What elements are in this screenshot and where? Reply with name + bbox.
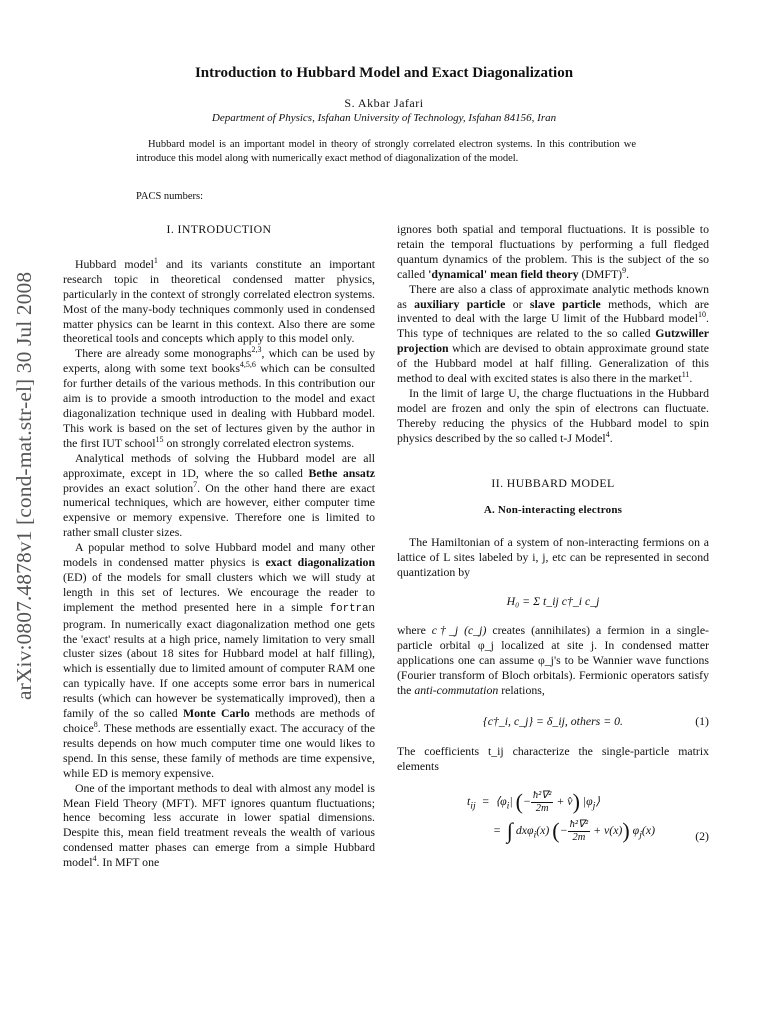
equation-2-line2: = ∫ dxφ$_i$(x) (− $\frac{\text{ħ²∇²}}{2m}$ + v(x)) $\varphi_j(x)$ (2) bbox=[493, 818, 709, 844]
paragraph: The coefficients t_ij characterize the single-particle matrix elements bbox=[397, 744, 709, 774]
pacs-numbers: PACS numbers: bbox=[136, 191, 204, 202]
equation-number: (2) bbox=[695, 829, 709, 844]
equation-h0 bbox=[397, 594, 709, 609]
abstract: Hubbard model is an important model in theory of strongly correlated electron systems. In this contribution we introduce this model along with numerically exact method of diagonalization of the model. bbox=[136, 139, 636, 164]
paragraph: There are already some monographs$^{2,3}$, which can be used by experts, along with some text books$^{4,5,6}$ which can be consulted for further details of the various methods. In this contribution our aim is to provide a smooth introduction to the model and exact diagonalization technique used in dealing with Hubbard model. This work is based on the set of lectures given by the author in the first IUT school$^{15}$ on strongly correlated electron systems. bbox=[63, 345, 375, 450]
paragraph: In the limit of large U, the charge fluctuations in the Hubbard model are frozen and only the spin of electrons can fluctuate. Thereby reducing the physics of the Hubbard model to spin physics described by the so called t-J Model$^4$. bbox=[397, 385, 709, 445]
paragraph: ignores both spatial and temporal fluctuations. It is possible to retain the temporal fluctuations by performing a full fledged quantum dynamics of the problem. This is the subject of the so called 'dynamical' mean field theory (DMFT)$^9$. bbox=[397, 222, 709, 281]
subsection-heading-non-interacting: A. Non-interacting electrons bbox=[483, 503, 623, 516]
equation-h0-text: H₀ = Σ t_ij c†_i c_j bbox=[506, 594, 600, 609]
arxiv-identifier: arXiv:0807.4878v1 [cond-mat.str-el] 30 Jul 2008 bbox=[12, 271, 36, 700]
author-affiliation: Department of Physics, Isfahan University of Technology, Isfahan 84156, Iran bbox=[211, 112, 557, 124]
paper-title: Introduction to Hubbard Model and Exact Diagonalization bbox=[194, 65, 574, 81]
paragraph: Analytical methods of solving the Hubbard model are all approximate, except in 1D, where the so called Bethe ansatz provides an exact solution$^7$. On the other hand there are exact numerical techniques, which are however, either computer time expensive or memory expensive. Therefore one is limited to rather small cluster sizes. bbox=[63, 450, 375, 540]
equation-2-line1: $t_{ij}$ = $⟨\varphi_i|$ (− $\frac{\text{ħ²∇²}}{2m}$ + v̂) $|\varphi_j⟩$ bbox=[467, 789, 600, 815]
equation-1-text: {c†_i, c_j} = δ_ij, others = 0. bbox=[483, 713, 623, 728]
equation-1 bbox=[397, 714, 709, 729]
paragraph: Hubbard model$^1$ and its variants constitute an important research topic in theoretical condensed matter physics, particularly in the context of strongly correlated electron systems. Most of the many-body techniques commonly used in condensed matter physics can be learnt in this context. Also there are some theoretical tools and concepts which apply to this model only. bbox=[63, 255, 375, 346]
paragraph: where c†_j (c_j) creates (annihilates) a fermion in a single-particle orbital φ_j localized at site j. In condensed matter applications one can assume φ_j's to be Wannier wave functions (Fourier transform of Bloch orbitals). Fermionic operators satisfy the anti-commutation relations, bbox=[397, 623, 709, 697]
equation-number: (1) bbox=[695, 713, 709, 728]
paragraph: The Hamiltonian of a system of non-interacting fermions on a lattice of L sites labeled by i, j, etc can be represented in second quantization by bbox=[397, 535, 709, 580]
paragraph: A popular method to solve Hubbard model and many other models in condensed matter physics is exact diagonalization (ED) of the models for small clusters which we will study at length in this set of lectures. We encourage the reader to implement the method presented here in a simple fortran program. In numerically exact diagonalization method one gets the 'exact' results at a high price, namely limitation to very small cluster sizes (about 18 sites for Hubbard model at half filling), which is essentially due to limited amount of computer RAM one can typically have. If one accepts some error bars in numerical results (which can however be systematically improved), then a family of the so called Monte Carlo methods are methods of choice$^8$. These methods are essentially exact. The accuracy of the results depends on how much computer time one would likes to spend. In this sense, these family of methods are time expensive, while ED is memory expensive. bbox=[63, 540, 375, 780]
right-column bbox=[397, 222, 709, 844]
section-heading-introduction: I. INTRODUCTION bbox=[166, 222, 272, 236]
left-column bbox=[63, 222, 375, 870]
section-heading-hubbard-model: II. HUBBARD MODEL bbox=[491, 475, 615, 490]
paragraph: There are also a class of approximate analytic methods known as auxiliary particle or slave particle methods, which are invented to deal with the large U limit of the Hubbard model$^{10}$. This type of techniques are related to the so called Gutzwiller projection which are devised to obtain approximate ground state of the Hubbard model at half filling. Generalization of this method to deal with excited states is also there in the market$^{11}$. bbox=[397, 281, 709, 386]
author-name: S. Akbar Jafari bbox=[344, 96, 424, 110]
paragraph: One of the important methods to deal with almost any model is Mean Field Theory (MFT). MFT ignores quantum fluctuations; hence becoming less accurate in lower spatial dimensions. Despite this, mean field treatment reveals the wealth of various condensed matter phases can emerge from a simple Hubbard model$^4$. In MFT one bbox=[63, 780, 375, 870]
